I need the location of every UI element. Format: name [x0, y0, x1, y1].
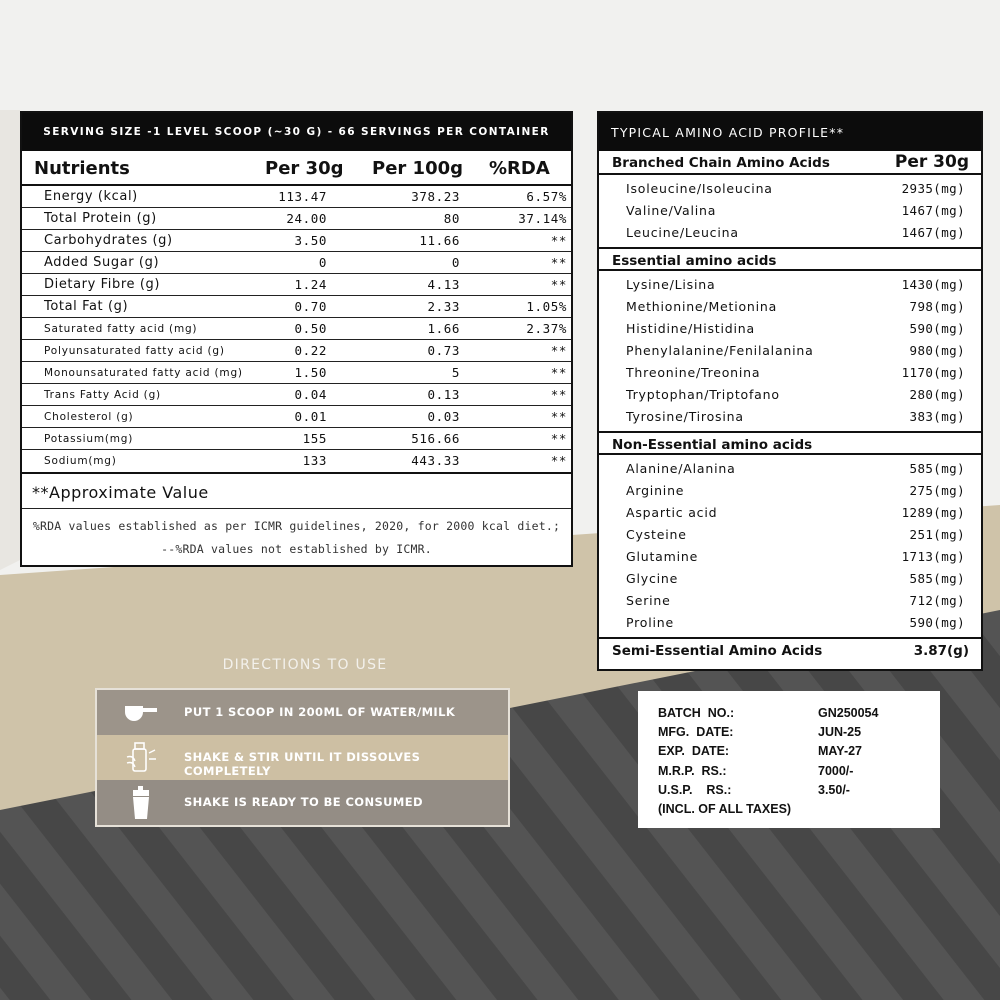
per30-value: 155 [302, 431, 327, 446]
amino-value: 1289(mg) [901, 505, 965, 520]
amino-value: 2935(mg) [901, 181, 965, 196]
rda-value: 6.57% [526, 189, 567, 204]
batch-value: 7000/- [818, 764, 854, 778]
table-row [22, 340, 571, 362]
per100-value: 0.73 [427, 343, 460, 358]
amino-value: 1467(mg) [901, 203, 965, 218]
nutrient-label: Sodium(mg) [44, 455, 117, 467]
direction-step [97, 735, 508, 780]
semi-essential-row [599, 637, 981, 663]
amino-value: 1170(mg) [901, 365, 965, 380]
list-item [599, 222, 981, 244]
table-row [22, 274, 571, 296]
list-item [599, 384, 981, 406]
nutrition-column-headers [22, 151, 571, 186]
directions-title: DIRECTIONS TO USE [222, 657, 388, 673]
amino-value: 1713(mg) [901, 549, 965, 564]
rda-value: ** [550, 453, 567, 468]
per30-value: 1.50 [294, 365, 327, 380]
batch-key: M.R.P. RS.: [658, 764, 727, 778]
shaker-bottle-icon [121, 784, 161, 822]
amino-name: Glutamine [626, 549, 699, 564]
list-item [599, 406, 981, 428]
table-row [22, 252, 571, 274]
list-item [599, 568, 981, 590]
table-row [22, 362, 571, 384]
serving-size-header: SERVING SIZE -1 LEVEL SCOOP (~30 G) - 66 SERVINGS PER CONTAINER [22, 113, 571, 151]
amino-name: Serine [626, 593, 671, 608]
per30-value: 133 [302, 453, 327, 468]
list-item [599, 362, 981, 384]
per30-value: 24.00 [286, 211, 327, 226]
table-row [22, 384, 571, 406]
rda-value: ** [550, 387, 567, 402]
rda-value: ** [550, 343, 567, 358]
direction-text: PUT 1 SCOOP IN 200ML OF WATER/MILK [184, 705, 456, 719]
per30-value: 0.70 [294, 299, 327, 314]
directions-panel [95, 688, 510, 827]
amino-value: 585(mg) [909, 461, 965, 476]
section-title: Semi-Essential Amino Acids [612, 643, 823, 659]
section-title: Branched Chain Amino Acids [612, 155, 830, 171]
list-item [599, 612, 981, 634]
nutrient-label: Dietary Fibre (g) [44, 277, 161, 292]
direction-step [97, 690, 508, 735]
amino-name: Proline [626, 615, 674, 630]
list-item [599, 590, 981, 612]
rda-value: ** [550, 365, 567, 380]
per30-value: 113.47 [278, 189, 327, 204]
nutrient-label: Total Protein (g) [44, 211, 157, 226]
rda-value: ** [550, 277, 567, 292]
hand-shaker-icon [121, 739, 161, 777]
col-per-100g: Per 100g [372, 158, 464, 179]
batch-value: JUN-25 [818, 725, 862, 739]
batch-value: 3.50/- [818, 783, 850, 797]
batch-value: MAY-27 [818, 744, 863, 758]
table-row [22, 318, 571, 340]
scoop-icon [121, 694, 161, 732]
table-row [22, 186, 571, 208]
direction-step [97, 780, 508, 825]
per100-value: 516.66 [411, 431, 460, 446]
table-row [22, 296, 571, 318]
per100-value: 0 [451, 255, 460, 270]
batch-info-panel [638, 691, 940, 828]
section-title: Essential amino acids [612, 253, 777, 269]
col-nutrients: Nutrients [34, 158, 130, 179]
rda-value: 1.05% [526, 299, 567, 314]
batch-value: GN250054 [818, 706, 879, 720]
rda-value: 37.14% [518, 211, 567, 226]
amino-value: 1467(mg) [901, 225, 965, 240]
per100-value: 1.66 [427, 321, 460, 336]
nutrition-panel [20, 111, 573, 567]
col-per-30g: Per 30g [265, 158, 344, 179]
nutrient-label: Added Sugar (g) [44, 255, 160, 270]
per100-value: 2.33 [427, 299, 460, 314]
amino-value: 585(mg) [909, 571, 965, 586]
nutrient-label: Trans Fatty Acid (g) [44, 389, 161, 401]
amino-name: Tryptophan/Triptofano [626, 387, 780, 402]
direction-text: SHAKE & STIR UNTIL IT DISSOLVES COMPLETELY [184, 750, 421, 778]
list-item [599, 524, 981, 546]
rda-value: ** [550, 431, 567, 446]
amino-name: Cysteine [626, 527, 687, 542]
per100-value: 5 [451, 365, 460, 380]
per30-value: 0.50 [294, 321, 327, 336]
list-item [599, 200, 981, 222]
per100-value: 80 [443, 211, 460, 226]
amino-value: 980(mg) [909, 343, 965, 358]
per30-value: 0.22 [294, 343, 327, 358]
amino-name: Methionine/Metionina [626, 299, 778, 314]
list-item [599, 502, 981, 524]
nutrient-label: Energy (kcal) [44, 189, 138, 204]
amino-name: Leucine/Leucina [626, 225, 739, 240]
amino-value: 251(mg) [909, 527, 965, 542]
section-title: Non-Essential amino acids [612, 437, 813, 453]
per30-value: 1.24 [294, 277, 327, 292]
amino-name: Alanine/Alanina [626, 461, 736, 476]
table-row [22, 428, 571, 450]
table-row [22, 406, 571, 428]
nutrient-label: Saturated fatty acid (mg) [44, 323, 198, 335]
bcaa-list [599, 175, 981, 247]
section-unit: Per 30g [894, 152, 969, 172]
amino-value: 798(mg) [909, 299, 965, 314]
amino-name: Phenylalanine/Fenilalanina [626, 343, 814, 358]
per100-value: 11.66 [419, 233, 460, 248]
table-row [22, 208, 571, 230]
col-rda: %RDA [489, 158, 550, 179]
semi-essential-value: 3.87(g) [913, 643, 969, 659]
amino-name: Tyrosine/Tirosina [626, 409, 744, 424]
amino-name: Threonine/Treonina [626, 365, 761, 380]
rda-footnote [22, 509, 571, 561]
list-item [599, 546, 981, 568]
nutrient-label: Potassium(mg) [44, 433, 134, 445]
table-row [22, 230, 571, 252]
amino-header: TYPICAL AMINO ACID PROFILE** [599, 113, 981, 151]
per100-value: 4.13 [427, 277, 460, 292]
list-item [599, 318, 981, 340]
amino-value: 1430(mg) [901, 277, 965, 292]
amino-value: 275(mg) [909, 483, 965, 498]
per30-value: 0 [318, 255, 327, 270]
rda-value: 2.37% [526, 321, 567, 336]
list-item [599, 340, 981, 362]
rda-footnote-line2: --%RDA values not established by ICMR. [161, 542, 432, 556]
amino-value: 712(mg) [909, 593, 965, 608]
per100-value: 443.33 [411, 453, 460, 468]
per100-value: 0.13 [427, 387, 460, 402]
per100-value: 0.03 [427, 409, 460, 424]
essential-list [599, 271, 981, 431]
list-item [599, 274, 981, 296]
amino-acid-panel [597, 111, 983, 671]
amino-value: 280(mg) [909, 387, 965, 402]
per30-value: 0.01 [294, 409, 327, 424]
amino-name: Lysine/Lisina [626, 277, 716, 292]
nutrient-label: Carbohydrates (g) [44, 233, 173, 248]
amino-name: Glycine [626, 571, 679, 586]
amino-value: 590(mg) [909, 615, 965, 630]
list-item [599, 458, 981, 480]
amino-value: 590(mg) [909, 321, 965, 336]
batch-key: EXP. DATE: [658, 744, 730, 758]
amino-value: 383(mg) [909, 409, 965, 424]
rda-value: ** [550, 255, 567, 270]
nutrient-label: Polyunsaturated fatty acid (g) [44, 345, 225, 357]
nonessential-section-header [599, 431, 981, 455]
direction-text: SHAKE IS READY TO BE CONSUMED [184, 795, 423, 809]
rda-footnote-line1: %RDA values established as per ICMR guidelines, 2020, for 2000 kcal diet.; [32, 519, 561, 533]
rda-value: ** [550, 409, 567, 424]
taxes-note: (INCL. OF ALL TAXES) [658, 802, 792, 816]
amino-name: Histidine/Histidina [626, 321, 755, 336]
essential-section-header [599, 247, 981, 271]
amino-name: Isoleucine/Isoleucina [626, 181, 773, 196]
nutrient-label: Cholesterol (g) [44, 411, 134, 423]
nutrition-rows [22, 186, 571, 474]
amino-name: Valine/Valina [626, 203, 717, 218]
per30-value: 0.04 [294, 387, 327, 402]
amino-name: Arginine [626, 483, 685, 498]
nonessential-list [599, 455, 981, 637]
list-item [599, 296, 981, 318]
approximate-value-note: **Approximate Value [22, 474, 571, 509]
amino-name: Aspartic acid [626, 505, 718, 520]
nutrient-label: Monounsaturated fatty acid (mg) [44, 367, 243, 379]
batch-key: U.S.P. RS.: [658, 783, 732, 797]
batch-key: BATCH NO.: [658, 706, 735, 720]
table-row [22, 450, 571, 474]
batch-key: MFG. DATE: [658, 725, 734, 739]
list-item [599, 480, 981, 502]
per100-value: 378.23 [411, 189, 460, 204]
list-item [599, 178, 981, 200]
nutrient-label: Total Fat (g) [44, 299, 129, 314]
rda-value: ** [550, 233, 567, 248]
bcaa-section-header [599, 151, 981, 175]
per30-value: 3.50 [294, 233, 327, 248]
